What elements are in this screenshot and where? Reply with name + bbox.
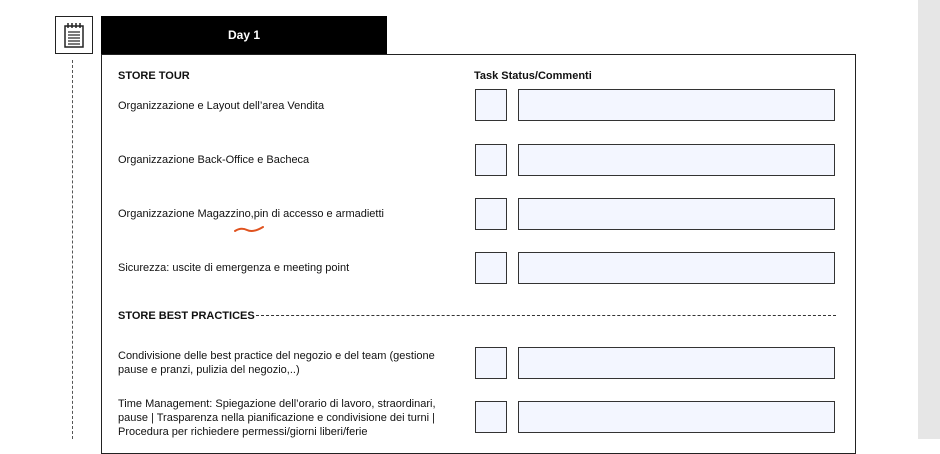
task-label: Organizzazione Magazzino,pin di accesso e armadietti [118,208,384,220]
right-scroll-area [918,0,940,439]
task-status-box[interactable] [475,144,507,176]
timeline-dashed-line [72,60,73,439]
task-status-box[interactable] [475,89,507,121]
day-tab[interactable]: Day 1 [101,16,387,54]
task-comment-field[interactable] [518,252,835,284]
task-label: Organizzazione e Layout dell’area Vendita [118,100,325,112]
task-comment-field[interactable] [518,144,835,176]
task-label: Time Management: Spiegazione dell’orario di lavoro, straordinari, pause | Trasparenza nella pianificazione e condivisione dei turni | Procedura per richiedere permessi/giorni liberi/ferie [118,398,436,438]
task-status-box[interactable] [475,347,507,379]
section-title-store-tour: STORE TOUR [118,70,190,82]
annotation-squiggle [233,223,267,235]
column-header-task-status: Task Status/Commenti [474,70,592,82]
notebook-icon [55,16,93,54]
task-label: Condivisione delle best practice del negozio e del team (gestione pause e pranzi, pulizia del negozio,..) [118,350,435,376]
task-comment-field[interactable] [518,401,835,433]
task-status-box[interactable] [475,198,507,230]
task-status-box[interactable] [475,252,507,284]
task-label: Sicurezza: uscite di emergenza e meeting point [118,262,350,274]
task-status-box[interactable] [475,401,507,433]
section-divider [256,315,836,316]
task-comment-field[interactable] [518,89,835,121]
section-title-store-best-practices: STORE BEST PRACTICES [118,310,255,322]
task-comment-field[interactable] [518,198,835,230]
task-label: Organizzazione Back-Office e Bacheca [118,154,310,166]
task-comment-field[interactable] [518,347,835,379]
